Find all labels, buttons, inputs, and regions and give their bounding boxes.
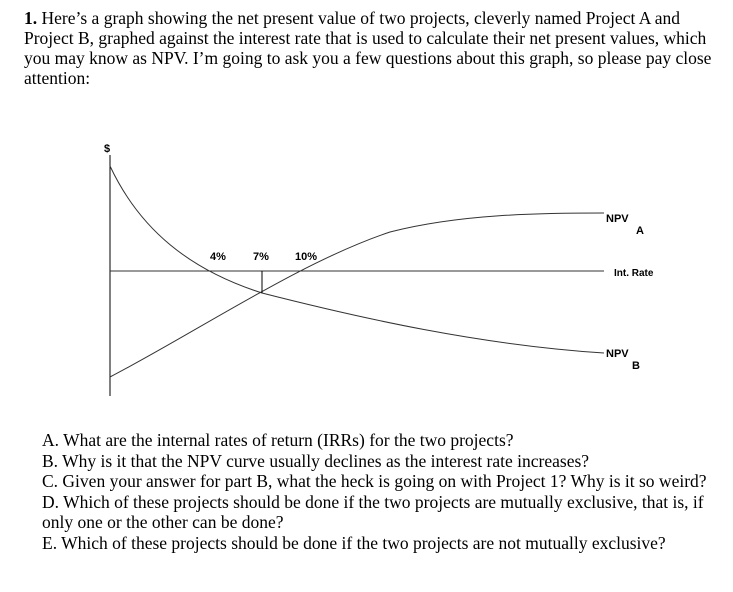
int-rate-label: Int. Rate [614, 268, 654, 279]
rate-label-4: 4% [210, 251, 226, 263]
question-e: E. Which of these projects should be done if the two projects are not mutually exclusive? [42, 532, 666, 553]
y-axis-dollar-label: $ [103, 143, 111, 155]
question-d: D. Which of these projects should be done if the two projects are mutually exclusive, that is, if only one or the other can be done? [42, 491, 704, 532]
npv-b-curve [110, 166, 604, 353]
intro-text: Here’s a graph showing the net present value of two projects, cleverly named Project A and Project B, graphed against the interest rate that is used to calculate their net present values, which you may know as NPV. I’m going to ask you a few questions about this graph, so please pay close attention: [24, 8, 712, 88]
question-number: 1. [24, 8, 38, 28]
npv-a-curve [110, 213, 604, 377]
question-a: A. What are the internal rates of return (IRRs) for the two projects? [42, 430, 514, 450]
question-b: B. Why is it that the NPV curve usually declines as the interest rate increases? [42, 450, 590, 471]
npv-b-subscript: B [632, 360, 640, 372]
rate-label-7: 7% [253, 251, 269, 263]
npv-a-subscript: A [636, 225, 644, 237]
sub-questions [42, 430, 722, 553]
rate-label-10: 10% [294, 251, 318, 263]
npv-a-label: NPV [606, 213, 629, 225]
npv-b-label: NPV [606, 348, 629, 360]
question-c: C. Given your answer for part B, what the heck is going on with Project 1? Why is it so weird? [42, 471, 707, 491]
